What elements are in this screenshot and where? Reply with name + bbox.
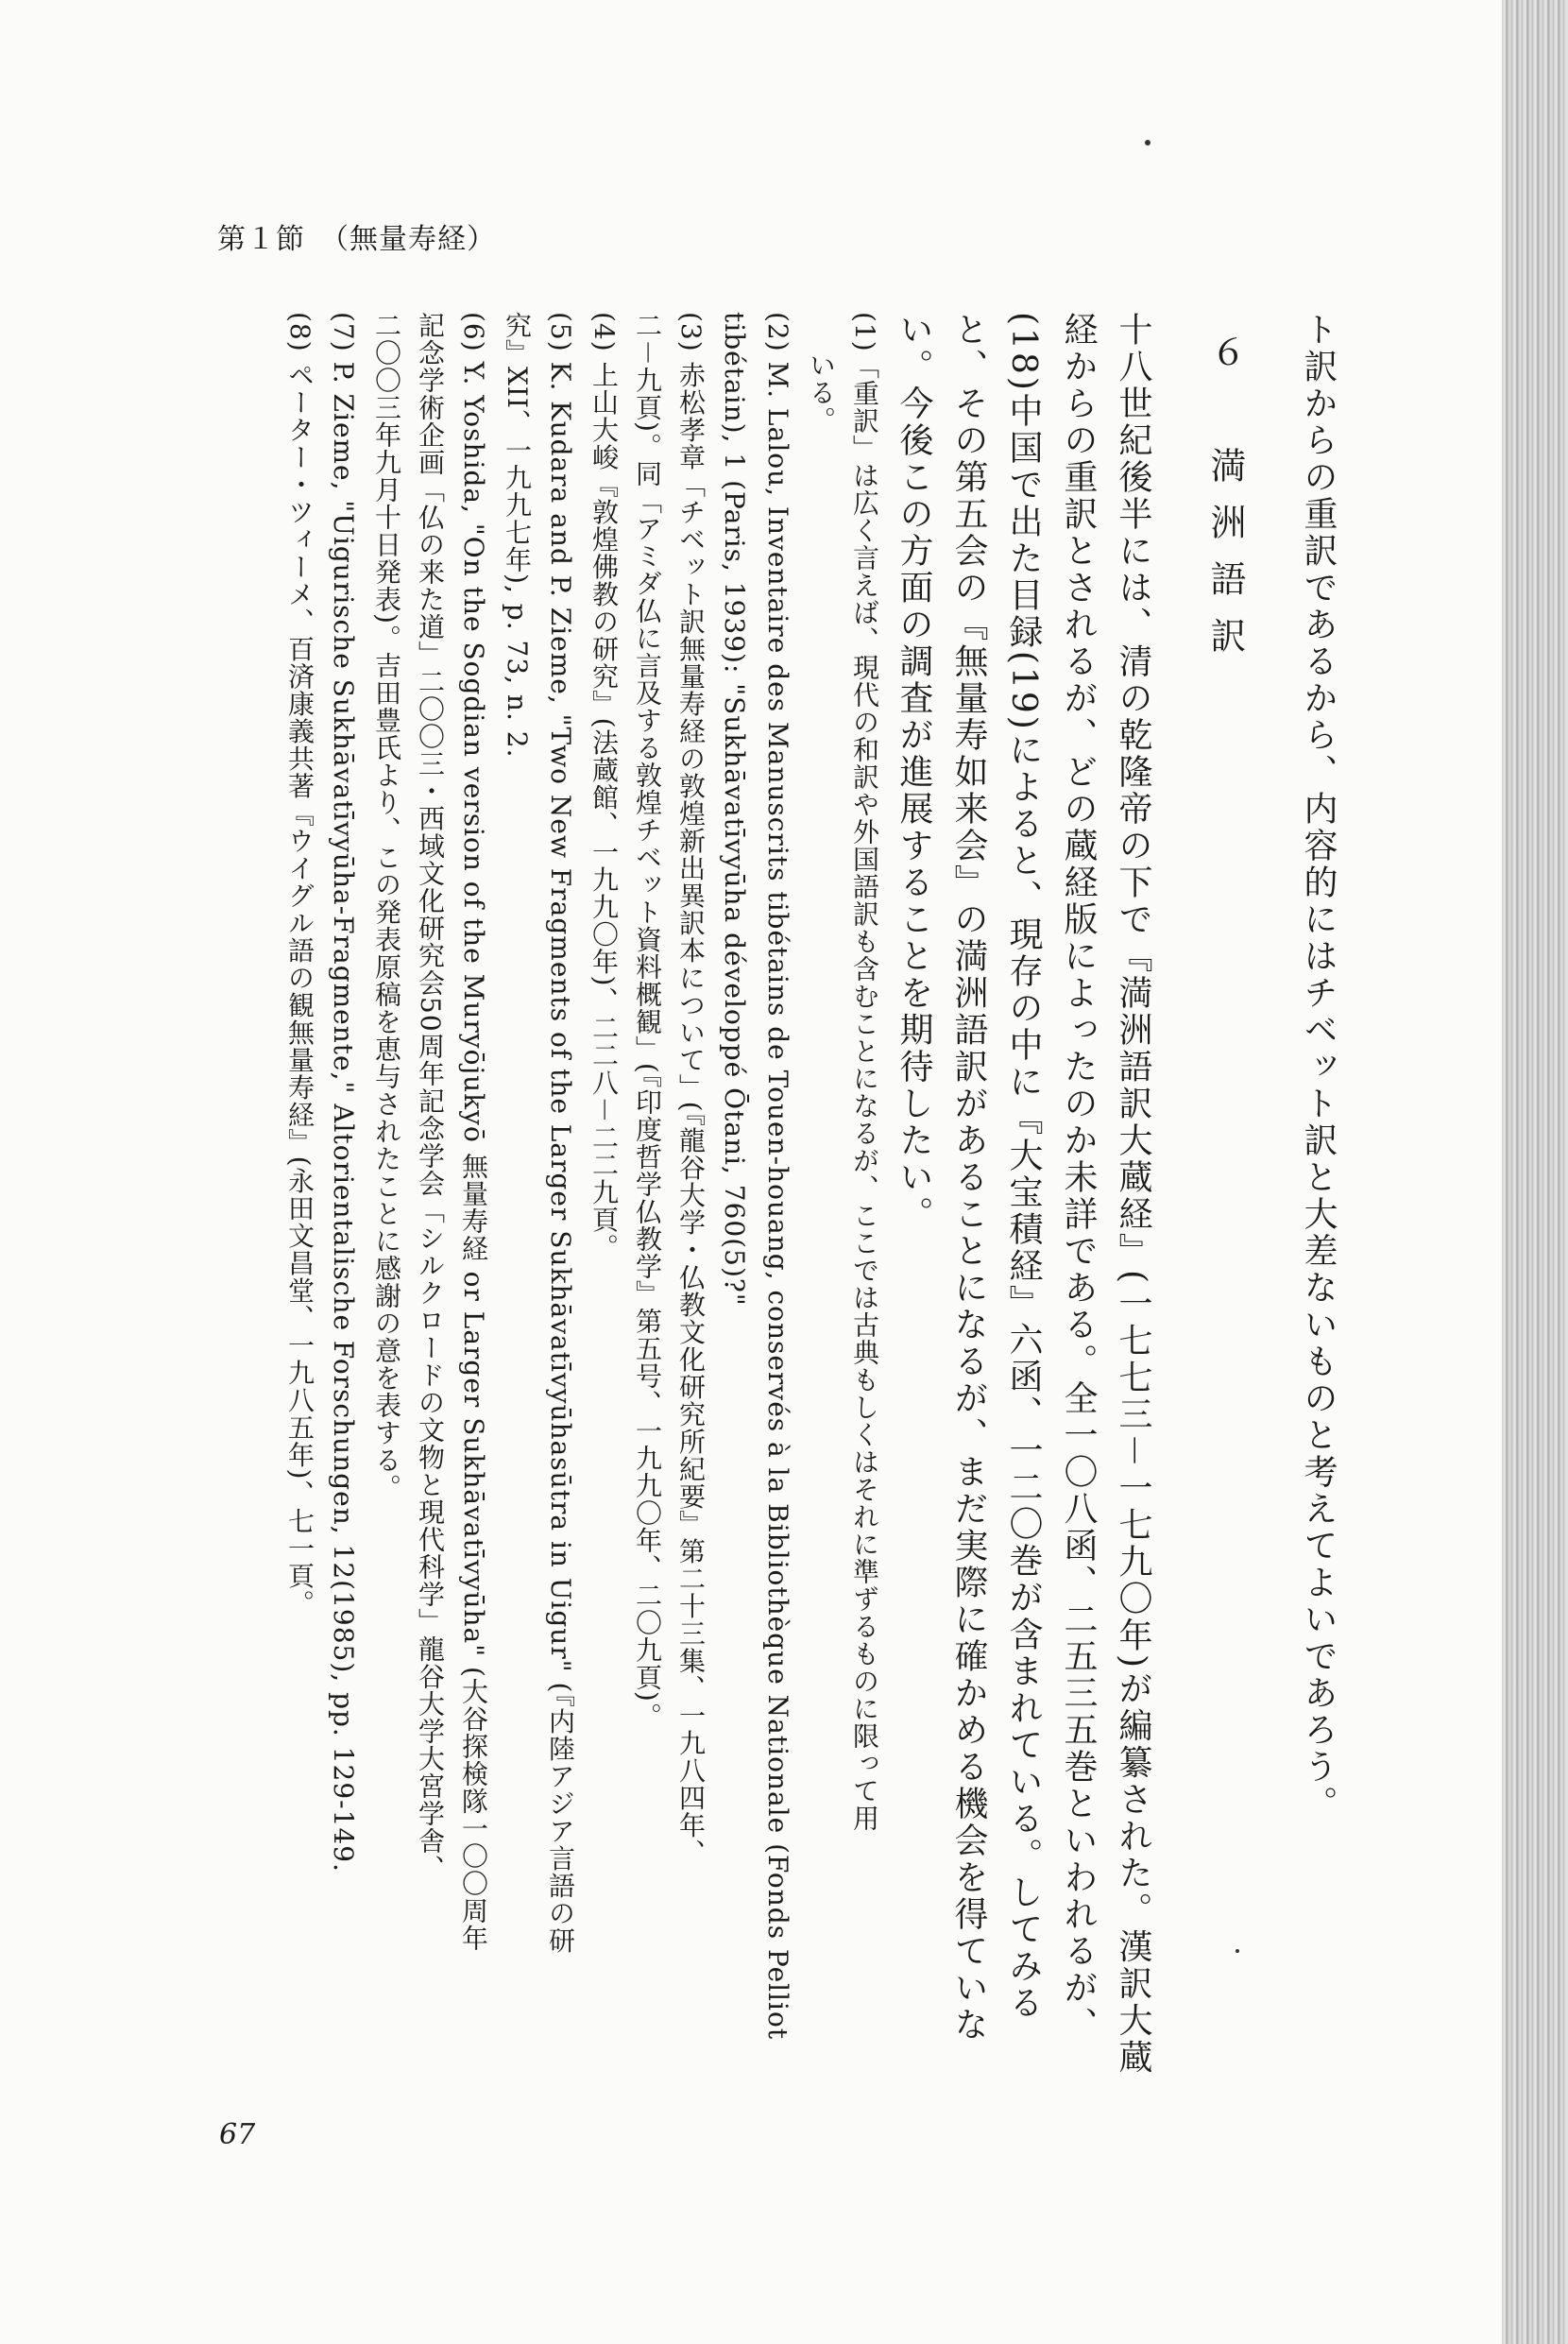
lead-line: ト訳からの重訳であるから、内容的にはチベット訳と大差ないものと考えてよいであろう。 bbox=[1299, 312, 1338, 1822]
footnote-line: (2) M. Lalou, Inventaire des Manuscrits tibétains de Touen-houang, conservés à la Bibliothèque Nationale (Fonds Pelliot bbox=[762, 312, 793, 2041]
section-heading: ６ 満洲語訳 bbox=[1204, 333, 1246, 674]
page-number: 67 bbox=[219, 2118, 256, 2151]
vertical-text-block bbox=[278, 312, 1345, 2088]
footnote-line: 記念学術企画「仏の来た道」二〇〇三・西域文化研究会50周年記念学会「シルクロードの文物と現代科学」龍谷大学大宮学舎、 bbox=[415, 312, 446, 1882]
footnote-line: 二〇〇三年九月十日発表)。吉田豊氏より、この発表原稿を恵与されたことに感謝の意を表する。 bbox=[371, 312, 402, 1501]
footnote-line: いる。 bbox=[806, 351, 837, 434]
footnote-line: (8) ペーター・ツィーメ、百済康義共著『ウイグル語の観無量寿経』(永田文昌堂、一九八五年)、七一頁。 bbox=[284, 312, 315, 1617]
footnote-line: 二－九頁)。同「アミダ仏に言及する敦煌チベット資料概観」(『印度哲学仏教学』第五号、一九九〇年、二〇九頁)。 bbox=[632, 312, 663, 1730]
running-header: 第１節 （無量寿経） bbox=[217, 223, 496, 256]
footnote-line: 究』XII、一九九七年), p. 73, n. 2. bbox=[502, 312, 533, 759]
scan-edge-shadow bbox=[1502, 0, 1568, 2344]
footnote-line: (6) Y. Yoshida, "On the Sogdian version of the Muryōjukyō 無量寿経 or Larger Sukhāvatīvyūha" (大谷探検隊一〇〇周年 bbox=[458, 312, 489, 1952]
body-paragraph: 十八世紀後半には、清の乾隆帝の下で『満洲語訳大蔵経』(一七七三－一七九〇年)が編纂された。漢訳大蔵経からの重訳とされるが、どの蔵経版によったのか未詳である。全一〇八函、二五三五巻といわれるが、(18)中国で出た目録(19)によると、現存の中に『大宝積経』六函、一二〇巻が含まれている。してみると、その第五会の『無量寿如来会』の満洲語訳があることになるが、まだ実際に確かめる機会を得ていない。今後この方面の調査が進展することを期待したい。 bbox=[895, 312, 1152, 2077]
footnote-line: (7) P. Zieme, "Uigurische Sukhāvatīvyūha-Fragmente," Altorientalische Forschungen, 12(1985), pp. 129-149. bbox=[328, 312, 359, 1873]
footnotes bbox=[278, 312, 886, 2088]
footnote-line: (3) 赤松孝章「チベット訳無量寿経の敦煌新出異訳本について」(『龍谷大学・仏教文化研究所紀要』第二十三集、一九八四年、 bbox=[675, 312, 707, 1867]
footnote-line: tibétain), 1 (Paris, 1939): "Sukhāvatīvyūha développé Ōtani, 760(5)?" bbox=[719, 312, 750, 1307]
scan-speck bbox=[1145, 140, 1150, 145]
footnote-line: (4) 上山大峻『敦煌佛教の研究』(法蔵館、一九九〇年)、二二八－二二九頁。 bbox=[588, 312, 620, 1261]
footnote-line: (1)「重訳」は広く言えば、現代の和訳や外国語訳も含むことになるが、ここでは古典もしくはそれに準ずるものに限って用 bbox=[849, 312, 880, 1832]
footnote-line: (5) K. Kudara and P. Zieme, "Two New Fragments of the Larger Sukhāvatīvyūhasūtra in Uigur" (『内陸アジア言語の研 bbox=[545, 312, 576, 1955]
